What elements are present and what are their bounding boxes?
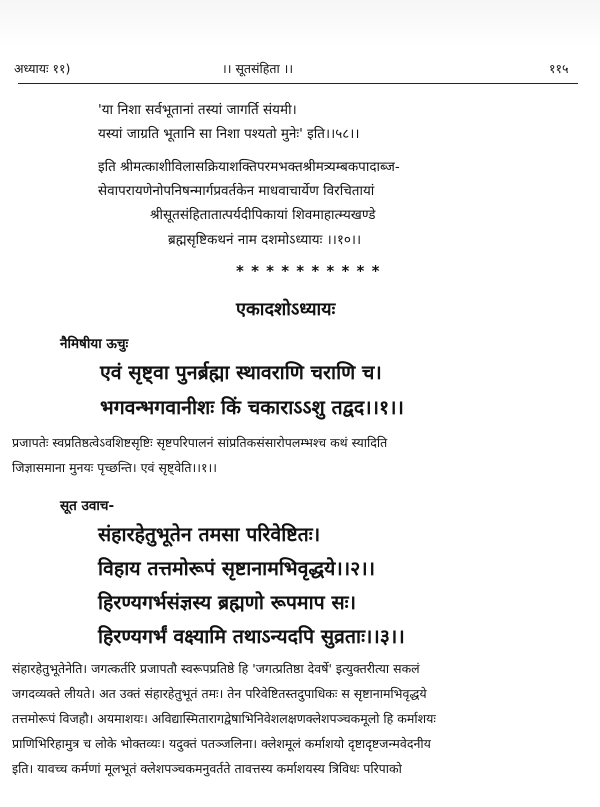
colophon-line-3: श्रीसूतसंहितातात्पर्यदीपिकायां शिवमाहात्म्यखण्डे — [150, 207, 376, 223]
chapter-title: एकादशोऽध्यायः — [236, 299, 336, 320]
colophon-line-2: सेवापरायणेनोपनिषन्मार्गप्रवर्तकेन माधवाचार्येण विरचितायां — [98, 183, 375, 199]
speaker-naimishiya: नैमिषीया ऊचुः — [60, 336, 129, 352]
running-header-chapter: अध्यायः ११) — [14, 61, 71, 76]
page-number: ११५ — [549, 61, 569, 76]
quote-line-2: यस्यां जाग्रति भूतानि सा निशा पश्यतो मुनेः' इति।।५८।। — [98, 126, 360, 142]
section-separator: * * * * * * * * * * — [236, 262, 381, 280]
commentary-2-line-3: तत्तमोरूपं विजहौ। अयमाशयः। अविद्यास्मितारागद्वेषाभिनिवेशलक्षणक्लेशपञ्चकमूलो हि कर्माशयः — [12, 711, 436, 726]
commentary-1-line-1: प्रजापतेः स्वप्रतिष्ठत्वेऽवशिष्टसृष्टिः सृष्टपरिपालनं सांप्रतिकसंसारोपलम्भश्च कथं स्यादिति — [12, 435, 388, 450]
page-top-margin — [0, 0, 600, 48]
colophon-line-1: इति श्रीमत्काशीविलासक्रियाशक्तिपरमभक्तश्रीमत्र्यम्बकपादाब्ज- — [98, 159, 400, 175]
commentary-2-line-4: प्राणिभिरिहामुत्र च लोके भोक्तव्यः। यदुक्तं पतञ्जलिना। क्लेशमूलं कर्माशयो दृष्टादृष्टजन्मवेदनीय — [12, 736, 431, 751]
verse-3-line-1: हिरण्यगर्भसंज्ञस्य ब्रह्मणो रूपमाप सः। — [98, 591, 357, 614]
verse-1-line-1: एवं सृष्ट्वा पुनर्ब्रह्मा स्थावराणि चराणि च। — [100, 361, 382, 384]
quote-line-1: 'या निशा सर्वभूतानां तस्यां जागर्ति संयमी। — [98, 102, 297, 118]
colophon-line-4: ब्रह्मसृष्टिकथनं नाम दशमोऽध्यायः ।।१०।। — [168, 232, 362, 248]
commentary-1-line-2: जिज्ञासमाना मुनयः पृच्छन्ति। एवं सृष्ट्वेति।।१।। — [12, 460, 217, 475]
verse-2-line-2: विहाय तत्तमोरूपं सृष्टानामभिवृद्धये।।२।। — [98, 557, 376, 580]
speaker-suta: सूत उवाच- — [60, 498, 115, 514]
commentary-2-line-2: जगदव्यक्ते लीयते। अत उक्तं संहारहेतुभूतं तमः। तेन परिवेष्टितस्तदुपाधिकः स सृष्टानामभिवृद्धये — [12, 686, 427, 701]
running-header-title: ।। सूतसंहिता ।। — [222, 61, 294, 76]
verse-1-line-2: भगवन्भगवानीशः किं चकाराऽऽशु तद्वद।।१।। — [100, 396, 404, 419]
verse-3-line-2: हिरण्यगर्भं वक्ष्यामि तथाऽन्यदपि सुव्रताः।।३।। — [98, 625, 405, 648]
header-rule — [18, 83, 578, 84]
commentary-2-line-5: इति। यावच्च कर्मणां मूलभूतं क्लेशपञ्चकमनुवर्तते तावत्तस्य कर्माशयस्य त्रिविधः परिपाको — [12, 761, 402, 776]
commentary-2-line-1: संहारहेतुभूतेनेति। जगत्कर्तरि प्रजापतौ स्वरूपप्रतिष्ठे हि 'जगत्प्रतिष्ठा देवर्षे' इत्युक्तरीत्या सकलं — [12, 661, 420, 676]
verse-2-line-1: संहारहेतुभूतेन तमसा परिवेष्टितः। — [98, 523, 321, 546]
